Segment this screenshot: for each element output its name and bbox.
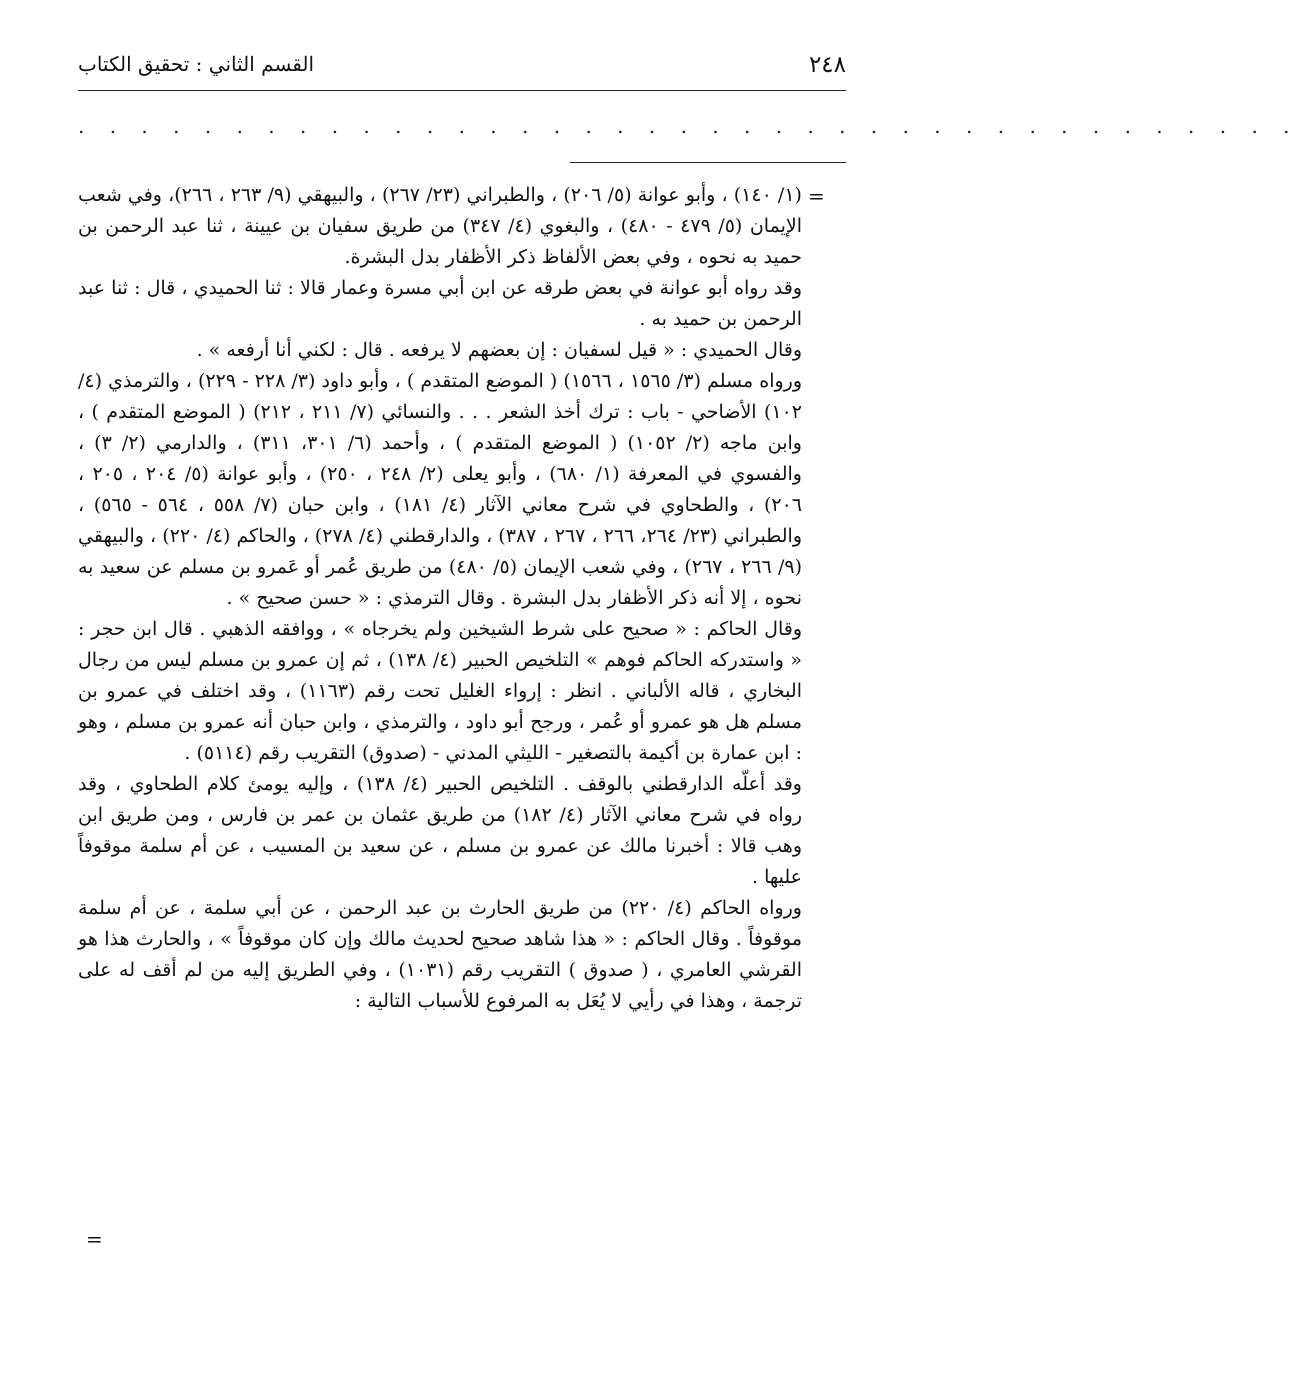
paragraph: ورواه الحاكم (٤/ ٢٢٠) من طريق الحارث بن عبد الرحمن ، عن أبي سلمة ، عن أم سلمة موقوفاً . وقال الحاكم : « هذا شاهد صحيح لحديث مالك وإن كان موقوفاً » ، والحارث هذا هو القرشي العامري ، ( صدوق ) التقريب رقم (١٠٣١) ، وفي الطريق إليه من لم أقف له على ترجمة ، وهذا في رأيي لا يُعَل به المرفوع للأسباب التالية : [78,897,802,1012]
footnote-text [78,180,802,1017]
paragraph: ورواه مسلم (٣/ ١٥٦٥ ، ١٥٦٦) ( الموضع المتقدم ) ، وأبو داود (٣/ ٢٢٨ - ٢٢٩) ، والترمذي (٤/ ١٠٢) الأضاحي - باب : ترك أخذ الشعر . . . والنسائي (٧/ ٢١١ ، ٢١٢) ( الموضع المتقدم ) ، وابن ماجه (٢/ ١٠٥٢) ( الموضع المتقدم ) ، وأحمد (٦/ ٣٠١، ٣١١) ، والدارمي (٢/ ٣) ، والفسوي في المعرفة (١/ ٦٨٠) ، وأبو يعلى (٢/ ٢٤٨ ، ٢٥٠) ، وأبو عوانة (٥/ ٢٠٤ ، ٢٠٥ ، ٢٠٦) ، والطحاوي في شرح معاني الآثار (٤/ ١٨١) ، وابن حبان (٧/ ٥٥٨ ، ٥٦٤ - ٥٦٥) ، والطبراني (٢٣/ ٢٦٤، ٢٦٦ ، ٢٦٧ ، ٣٨٧) ، والدارقطني (٤/ ٢٧٨) ، والحاكم (٤/ ٢٢٠) ، والبيهقي (٩/ ٢٦٦ ، ٢٦٧) ، وفي شعب الإيمان (٥/ ٤٨٠) من طريق عُمر أو عَمرو بن مسلم عن سعيد به نحوه ، إلا أنه ذكر الأظفار بدل البشرة . وقال الترمذي : « حسن صحيح » . [78,370,803,609]
continuation-mark: = [808,184,825,208]
header-rule [78,90,846,91]
paragraph: وقال الحميدي : « قيل لسفيان : إن بعضهم لا يرفعه . قال : لكني أنا أرفعه » . [196,339,802,361]
footnote-rule [570,162,846,163]
page-header [78,52,846,86]
end-mark: = [86,1227,103,1251]
separator-dots: . . . . . . . . . . . . . . . . . . . . . . . . . . . . . . . . . . . . . . . [78,114,1299,138]
paragraph: وقال الحاكم : « صحيح على شرط الشيخين ولم يخرجاه » ، ووافقه الذهبي . قال ابن حجر : « واستدركه الحاكم فوهم » التلخيص الحبير (٤/ ١٣٨) ، ثم إن عمرو بن مسلم ليس من رجال البخاري ، قاله الألباني . انظر : إرواء الغليل تحت رقم (١١٦٣) ، وقد اختلف في عمرو بن مسلم هل هو عمرو أو عُمر ، ورجح أبو داود ، والترمذي ، وابن حبان أنه عمرو بن مسلم ، وهو : ابن عمارة بن أكيمة بالتصغير - الليثي المدني - (صدوق) التقريب رقم (٥١١٤) . [78,618,803,764]
page-number: ٢٤٨ [808,52,846,78]
running-title: القسم الثاني : تحقيق الكتاب [78,52,315,76]
paragraph: وقد أعلّه الدارقطني بالوقف . التلخيص الحبير (٤/ ١٣٨) ، وإليه يومئ كلام الطحاوي ، وقد رواه في شرح معاني الآثار (٤/ ١٨٢) من طريق عثمان بن عمر بن فارس ، ومن طريق ابن وهب قالا : أخبرنا مالك عن عمرو بن مسلم ، عن سعيد بن المسيب ، عن أم سلمة موقوفاً عليها . [78,773,802,888]
paragraph: (١/ ١٤٠) ، وأبو عوانة (٥/ ٢٠٦) ، والطبراني (٢٣/ ٢٦٧) ، والبيهقي (٩/ ٢٦٣ ، ٢٦٦)، وفي شعب الإيمان (٥/ ٤٧٩ - ٤٨٠) ، والبغوي (٤/ ٣٤٧) من طريق سفيان بن عيينة ، ثنا عبد الرحمن بن حميد به نحوه ، وفي بعض الألفاظ ذكر الأظفار بدل البشرة. [78,184,802,268]
paragraph: وقد رواه أبو عوانة في بعض طرقه عن ابن أبي مسرة وعمار قالا : ثنا الحميدي ، قال : ثنا عبد الرحمن بن حميد به . [78,277,802,330]
